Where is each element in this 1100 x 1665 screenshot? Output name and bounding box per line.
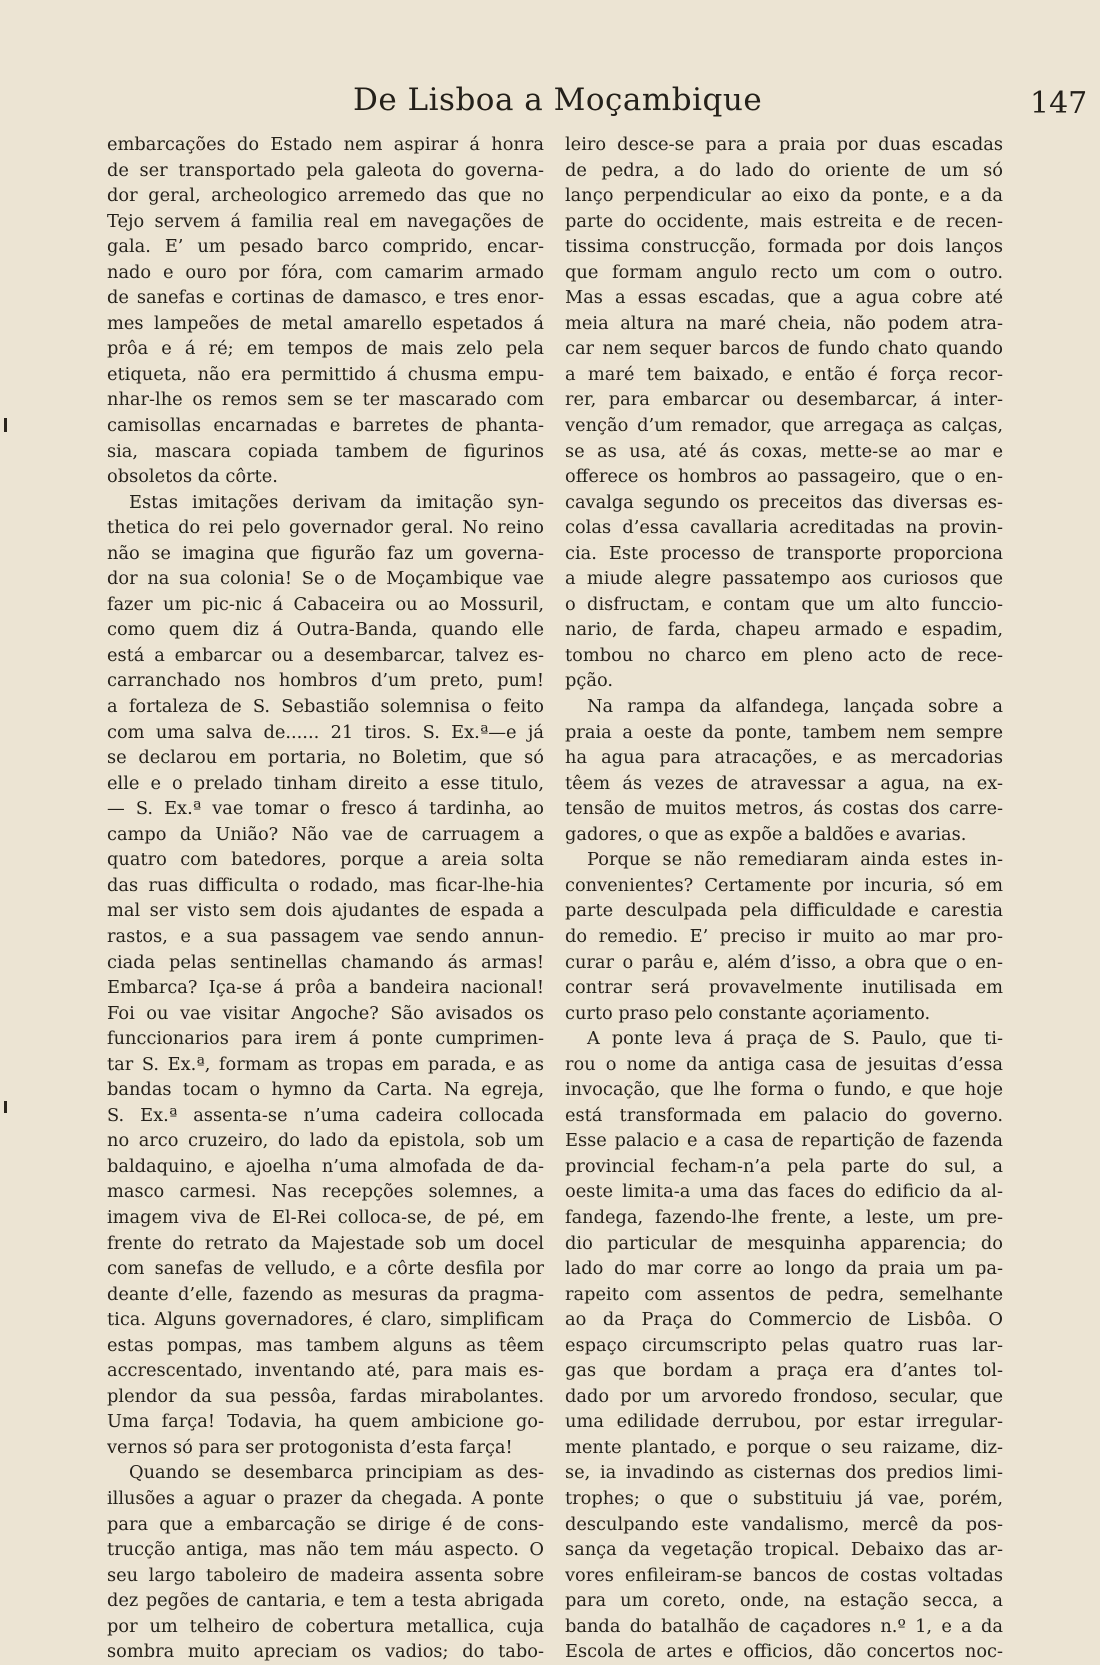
margin-mark: [4, 418, 7, 432]
text-line: rer, para embarcar ou desembarcar, á inter-: [565, 389, 1003, 411]
text-line: para que a embarcação se dirige é de cons-: [107, 1513, 544, 1535]
text-line: a maré tem baixado, e então é força recor-: [565, 363, 1003, 385]
text-line: cia. Este processo de transporte proporciona: [565, 542, 1003, 564]
text-line: seu largo taboleiro de madeira assenta sobre: [107, 1564, 544, 1586]
text-line: Esse palacio e a casa de repartição de fazenda: [565, 1130, 1003, 1152]
text-line: etiqueta, não era permittido á chusma empu-: [107, 363, 544, 385]
text-line: está a embarcar ou a desembarcar, talvez es-: [107, 644, 544, 666]
text-line: do remedio. E’ preciso ir muito ao mar pro-: [565, 925, 1003, 947]
text-line: leiro desce-se para a praia por duas escadas: [565, 134, 1003, 155]
page-number: 147: [1030, 86, 1088, 121]
text-line: rapeito com assentos de pedra, semelhante: [565, 1283, 1003, 1305]
text-line: dor geral, archeologico arremedo das que no: [107, 185, 544, 207]
text-line: Quando se desembarca principiam as des-: [129, 1462, 544, 1484]
text-line: parte desculpada pela difficuldade e carestia: [565, 900, 1003, 922]
text-line: provincial fecham-n’a pela parte do sul, a: [565, 1155, 1003, 1177]
text-line: com uma salva de...... 21 tiros. S. Ex.ª—e já: [107, 721, 544, 743]
text-line: lanço perpendicular ao eixo da ponte, e a da: [565, 185, 1003, 207]
running-title: De Lisboa a Moçambique: [353, 82, 763, 118]
text-line: com sanefas de velludo, e a côrte desfila por: [107, 1258, 544, 1280]
text-line: masco carmesi. Nas recepções solemnes, a: [107, 1181, 544, 1203]
text-line: de pedra, a do lado do oriente de um só: [565, 159, 1003, 181]
text-line: elle e o prelado tinham direito a esse titulo,: [107, 772, 544, 794]
text-line: sia, mascara copiada tambem de figurinos: [107, 440, 544, 462]
text-line: dez pegões de cantaria, e tem a testa abrigada: [107, 1590, 544, 1612]
text-line: não se imagina que figurão faz um governa-: [107, 542, 544, 564]
text-line: imagem viva de El-Rei colloca-se, de pé, em: [107, 1206, 544, 1228]
text-line: obsoletos da côrte.: [107, 466, 278, 488]
text-line: Escola de artes e officios, dão concertos noc-: [565, 1641, 1003, 1663]
text-line: baldaquino, e ajoelha n’uma almofada de da-: [107, 1155, 544, 1177]
text-line: por um telheiro de cobertura metallica, cuja: [107, 1615, 544, 1637]
text-line: A ponte leva á praça de S. Paulo, que ti-: [587, 1028, 1003, 1050]
text-line: oeste limita-a uma das faces do edificio da al-: [565, 1181, 1003, 1203]
text-line: mente plantado, e porque o seu raizame, diz-: [565, 1436, 1003, 1458]
text-line: campo da União? Não vae de carruagem a: [107, 823, 544, 845]
text-line: tombou no charco em pleno acto de rece-: [565, 644, 1003, 666]
text-line: nario, de farda, chapeu armado e espadim,: [565, 619, 1003, 641]
text-line: thetica do rei pelo governador geral. No reino: [107, 517, 544, 539]
text-line: praia a oeste da ponte, tambem nem sempre: [565, 721, 1003, 743]
text-line: Porque se não remediaram ainda estes in-: [587, 849, 1003, 871]
text-line: ha agua para atracações, e as mercadorias: [565, 747, 1003, 769]
margin-mark: [4, 1101, 7, 1113]
text-line: S. Ex.ª assenta-se n’uma cadeira collocada: [107, 1104, 544, 1126]
text-line: que formam angulo recto um com o outro.: [565, 261, 1003, 283]
text-line: mes lampeões de metal amarello espetados á: [107, 312, 544, 334]
text-line: tar S. Ex.ª, formam as tropas em parada, e as: [107, 1053, 544, 1075]
text-line: está transformada em palacio do governo.: [565, 1104, 1003, 1126]
text-line: das ruas difficulta o rodado, mas ficar-lhe-hia: [107, 874, 544, 896]
text-line: espaço circumscripto pelas quatro ruas lar-: [565, 1334, 1003, 1356]
text-line: funccionarios para irem á ponte cumprimen-: [107, 1028, 544, 1050]
text-line: — S. Ex.ª vae tomar o fresco á tardinha, ao: [107, 798, 544, 820]
text-line: invocação, que lhe forma o fundo, e que hoje: [565, 1079, 1003, 1101]
text-line: fazer um pic-nic á Cabaceira ou ao Mossuril,: [107, 593, 544, 615]
text-line: gala. E’ um pesado barco comprido, encar-: [107, 236, 544, 258]
text-line: fandega, fazendo-lhe frente, a leste, um pre-: [565, 1206, 1003, 1228]
text-column-right: [565, 132, 1003, 1665]
text-line: Uma farça! Todavia, ha quem ambicione go-: [107, 1411, 544, 1433]
text-line: ciada pelas sentinellas chamando ás armas!: [107, 951, 544, 973]
text-line: camisollas encarnadas e barretes de phanta-: [107, 415, 544, 437]
text-line: mal ser visto sem dois ajudantes de espada a: [107, 900, 544, 922]
text-line: deante d’elle, fazendo as mesuras da pragma-: [107, 1283, 544, 1305]
text-line: trucção antiga, mas não tem máu aspecto. O: [107, 1539, 544, 1561]
text-line: Embarca? Iça-se á prôa a bandeira nacional!: [107, 977, 544, 999]
text-line: se, ia invadindo as cisternas dos predios limi-: [565, 1462, 1003, 1484]
text-column-left: [107, 132, 544, 1665]
text-line: sança da vegetação tropical. Debaixo das ar-: [565, 1539, 1003, 1561]
text-line: como quem diz á Outra-Banda, quando elle: [107, 619, 544, 641]
text-line: contrar será provavelmente inutilisada em: [565, 977, 1003, 999]
text-line: uma edilidade derrubou, por estar irregular-: [565, 1411, 1003, 1433]
text-line: cavalga segundo os preceitos das diversas es-: [565, 491, 1003, 513]
text-line: offerece os hombros ao passageiro, que o en-: [565, 466, 1003, 488]
text-line: convenientes? Certamente por incuria, só em: [565, 874, 1003, 896]
text-line: tissima construcção, formada por dois lanços: [565, 236, 1003, 258]
text-line: banda do batalhão de caçadores n.º 1, e a da: [565, 1615, 1003, 1637]
text-line: a miude alegre passatempo aos curiosos que: [565, 568, 1003, 590]
text-line: lado do mar corre ao longo da praia um pa-: [565, 1258, 1003, 1280]
text-line: prôa e á ré; em tempos de mais zelo pela: [107, 338, 544, 360]
text-line: carranchado nos hombros d’um preto, pum!: [107, 670, 544, 692]
text-line: illusões a aguar o prazer da chegada. A ponte: [107, 1487, 544, 1509]
text-line: no arco cruzeiro, do lado da epistola, sob um: [107, 1130, 544, 1152]
text-line: Mas a essas escadas, que a agua cobre até: [565, 287, 1003, 309]
text-line: ao da Praça do Commercio de Lisbôa. O: [565, 1309, 1003, 1331]
text-line: curto praso pelo constante açoriamento.: [565, 1002, 931, 1024]
text-line: vores enfileiram-se bancos de costas voltadas: [565, 1564, 1003, 1586]
text-line: de sanefas e cortinas de damasco, e tres enor-: [107, 287, 544, 309]
text-line: o disfructam, e contam que um alto funccio-: [565, 593, 1003, 615]
text-line: tica. Alguns governadores, é claro, simplificam: [107, 1309, 544, 1331]
text-line: Tejo servem á familia real em navegações de: [107, 210, 544, 232]
text-line: meia altura na maré cheia, não podem atra-: [565, 312, 1003, 334]
text-line: Estas imitações derivam da imitação syn-: [129, 491, 544, 513]
text-line: curar o parâu e, além d’isso, a obra que o en-: [565, 951, 1003, 973]
text-line: accrescentado, inventando até, para mais es-: [107, 1360, 544, 1382]
text-line: se declarou em portaria, no Boletim, que só: [107, 747, 544, 769]
text-line: dor na sua colonia! Se o de Moçambique vae: [107, 568, 544, 590]
text-line: de ser transportado pela galeota do governa-: [107, 159, 544, 181]
text-line: venção d’um remador, que arregaça as calças,: [565, 415, 1003, 437]
text-line: têem ás vezes de atravessar a agua, na ex-: [565, 772, 1003, 794]
text-line: Foi ou vae visitar Angoche? São avisados os: [107, 1002, 544, 1024]
text-line: sombra muito apreciam os vadios; do tabo-: [107, 1641, 544, 1663]
text-line: trophes; o que o substituiu já vae, porém,: [565, 1487, 1003, 1509]
text-line: dado por um arvoredo frondoso, secular, que: [565, 1385, 1003, 1407]
text-line: car nem sequer barcos de fundo chato quando: [565, 338, 1003, 360]
text-line: plendor da sua pessôa, fardas mirabolantes.: [107, 1385, 544, 1407]
text-line: tensão de muitos metros, ás costas dos carre-: [565, 798, 1003, 820]
text-line: gadores, o que as expõe a baldões e avarias.: [565, 823, 967, 845]
text-line: rastos, e a sua passagem vae sendo annun-: [107, 925, 544, 947]
text-line: se as usa, até ás coxas, mette-se ao mar e: [565, 440, 1003, 462]
text-line: parte do occidente, mais estreita e de recen-: [565, 210, 1003, 232]
text-line: rou o nome da antiga casa de jesuitas d’essa: [565, 1053, 1003, 1075]
text-line: vernos só para ser protogonista d’esta farça!: [107, 1436, 513, 1458]
text-line: dio particular de mesquinha apparencia; do: [565, 1232, 1003, 1254]
text-line: a fortaleza de S. Sebastião solemnisa o feito: [107, 696, 544, 718]
text-line: Na rampa da alfandega, lançada sobre a: [587, 696, 1003, 718]
text-line: gas que bordam a praça era d’antes tol-: [565, 1360, 1003, 1382]
text-line: pção.: [565, 670, 613, 692]
text-line: frente do retrato da Majestade sob um docel: [107, 1232, 544, 1254]
text-line: estas pompas, mas tambem alguns as têem: [107, 1334, 544, 1356]
text-line: quatro com batedores, porque a areia solta: [107, 849, 544, 871]
text-line: desculpando este vandalismo, mercê da pos-: [565, 1513, 1003, 1535]
text-line: nado e ouro por fóra, com camarim armado: [107, 261, 544, 283]
text-line: para um coreto, onde, na estação secca, a: [565, 1590, 1003, 1612]
text-line: colas d’essa cavallaria acreditadas na provin-: [565, 517, 1003, 539]
text-line: nhar-lhe os remos sem se ter mascarado com: [107, 389, 544, 411]
text-line: embarcações do Estado nem aspirar á honra: [107, 134, 544, 155]
text-line: bandas tocam o hymno da Carta. Na egreja,: [107, 1079, 544, 1101]
